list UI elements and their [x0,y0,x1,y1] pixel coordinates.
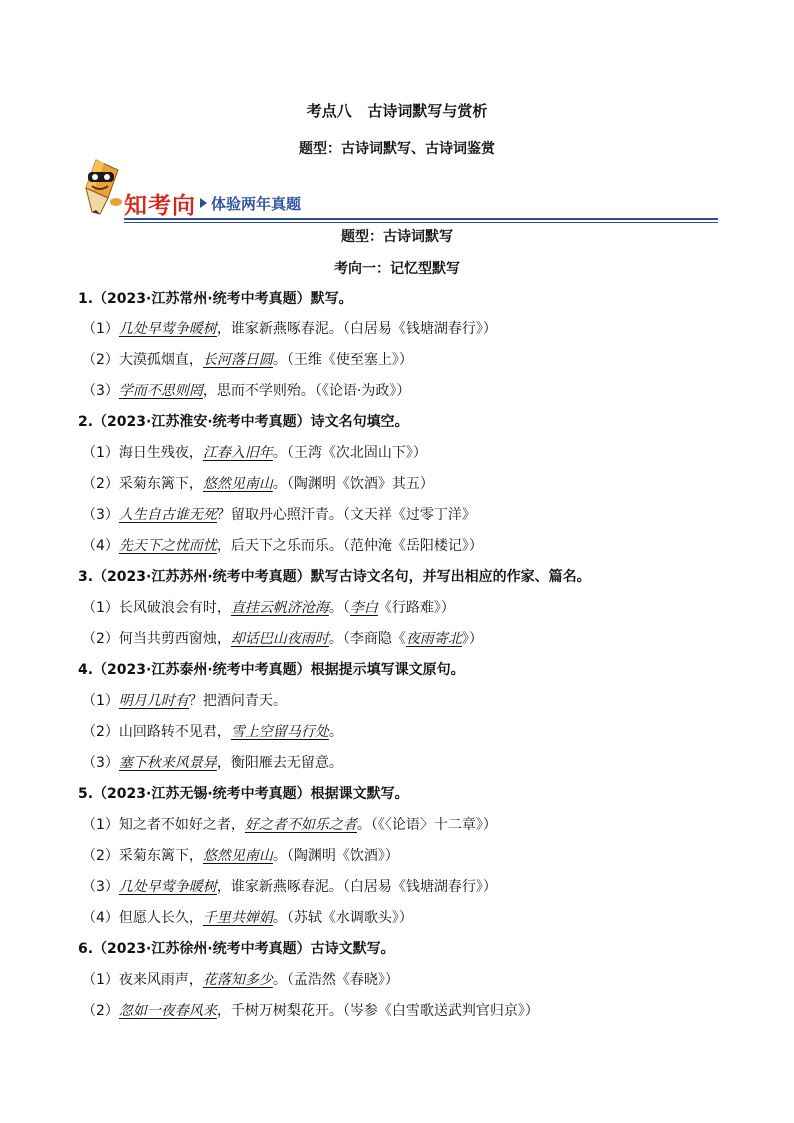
answer-blank: 直挂云帆济沧海 [230,600,329,616]
question-item: （1）明月几时有？把酒问青天。 [82,693,287,709]
question-item: （2）采菊东篱下，悠然见南山。（陶渊明《饮酒》） [82,848,399,864]
banner-sub-label: 体验两年真题 [211,194,302,213]
banner-main-label: 知考向 [124,192,196,219]
page-title: 考点八 古诗词默写与赏析 [306,102,488,120]
question-item: （2）忽如一夜春风来，千树万树梨花开。（岑参《白雪歌送武判官归京》） [82,1003,539,1019]
question-item: （2）大漠孤烟直，长河落日圆。（王维《使至塞上》） [82,352,413,368]
question-item: （3）学而不思则罔，思而不学则殆。（《论语·为政》） [82,383,411,399]
triangle-arrow-icon [200,198,207,208]
question-item: （1）夜来风雨声，花落知多少。（孟浩然《春晓》） [82,972,399,988]
question-item: （2）何当共剪西窗烛，却话巴山夜雨时。（李商隐《夜雨寄北》） [82,631,483,647]
banner-tag [124,188,301,218]
answer-blank: 李白 [349,600,378,616]
question-item: （4）但愿人长久，千里共婵娟。（苏轼《水调歌头》） [82,910,413,926]
question-item: （2）采菊东篱下，悠然见南山。（陶渊明《饮酒》其五） [82,476,434,492]
answer-blank: 悠然见南山 [202,848,273,864]
question-item: （1）长风破浪会有时，直挂云帆济沧海。（李白《行路难》） [82,600,455,616]
pencil-mascot-icon [78,158,130,222]
answer-blank: 几处早莺争暖树 [118,321,217,337]
question-item: （1）海日生残夜，江春入旧年。（王湾《次北固山下》） [82,445,427,461]
answer-blank: 好之者不如乐之者 [244,817,357,833]
question-item: （1）知之者不如好之者，好之者不如乐之者。（《〈论语〉十二章》） [82,817,497,833]
question-item: （3）人生自古谁无死？留取丹心照汗青。（文天祥《过零丁洋》 [82,507,476,523]
answer-blank: 学而不思则罔 [118,383,203,399]
page-subtitle: 题型：古诗词默写、古诗词鉴赏 [299,141,495,157]
answer-blank: 几处早莺争暖树 [118,879,217,895]
question-item: （1）几处早莺争暖树，谁家新燕啄春泥。（白居易《钱塘湖春行》） [82,321,497,337]
question-title: 4.（2023·江苏泰州·统考中考真题）根据提示填写课文原句。 [78,662,465,678]
answer-blank: 忽如一夜春风来 [118,1003,217,1019]
banner-rule [124,218,718,220]
question-title: 2.（2023·江苏淮安·统考中考真题）诗文名句填空。 [78,414,409,430]
question-title: 3.（2023·江苏苏州·统考中考真题）默写古诗文名句，并写出相应的作家、篇名。 [78,569,591,585]
answer-blank: 塞下秋来风景异 [118,755,217,771]
banner-rule-thin [124,222,718,223]
answer-blank: 明月几时有 [118,693,189,709]
answer-blank: 雪上空留马行处 [230,724,329,740]
section-banner [78,158,718,224]
answer-blank: 人生自古谁无死 [118,507,217,523]
question-item: （2）山回路转不见君，雪上空留马行处。 [82,724,343,740]
question-title: 6.（2023·江苏徐州·统考中考真题）古诗文默写。 [78,941,395,957]
answer-blank: 江春入旧年 [202,445,273,461]
answer-blank: 花落知多少 [202,972,273,988]
answer-blank: 千里共婵娟 [202,910,273,926]
type-heading: 题型：古诗词默写 [341,229,453,245]
question-item: （3）几处早莺争暖树，谁家新燕啄春泥。（白居易《钱塘湖春行》） [82,879,497,895]
question-item: （4）先天下之忧而忧，后天下之乐而乐。（范仲淹《岳阳楼记》） [82,538,483,554]
question-item: （3）塞下秋来风景异，衡阳雁去无留意。 [82,755,343,771]
answer-blank: 长河落日圆 [202,352,273,368]
answer-blank: 先天下之忧而忧 [118,538,217,554]
answer-blank: 夜雨寄北 [405,631,462,647]
answer-blank: 悠然见南山 [202,476,273,492]
question-title: 1.（2023·江苏常州·统考中考真题）默写。 [78,291,353,307]
question-title: 5.（2023·江苏无锡·统考中考真题）根据课文默写。 [78,786,409,802]
direction-heading: 考向一：记忆型默写 [334,261,460,277]
answer-blank: 却话巴山夜雨时 [230,631,329,647]
